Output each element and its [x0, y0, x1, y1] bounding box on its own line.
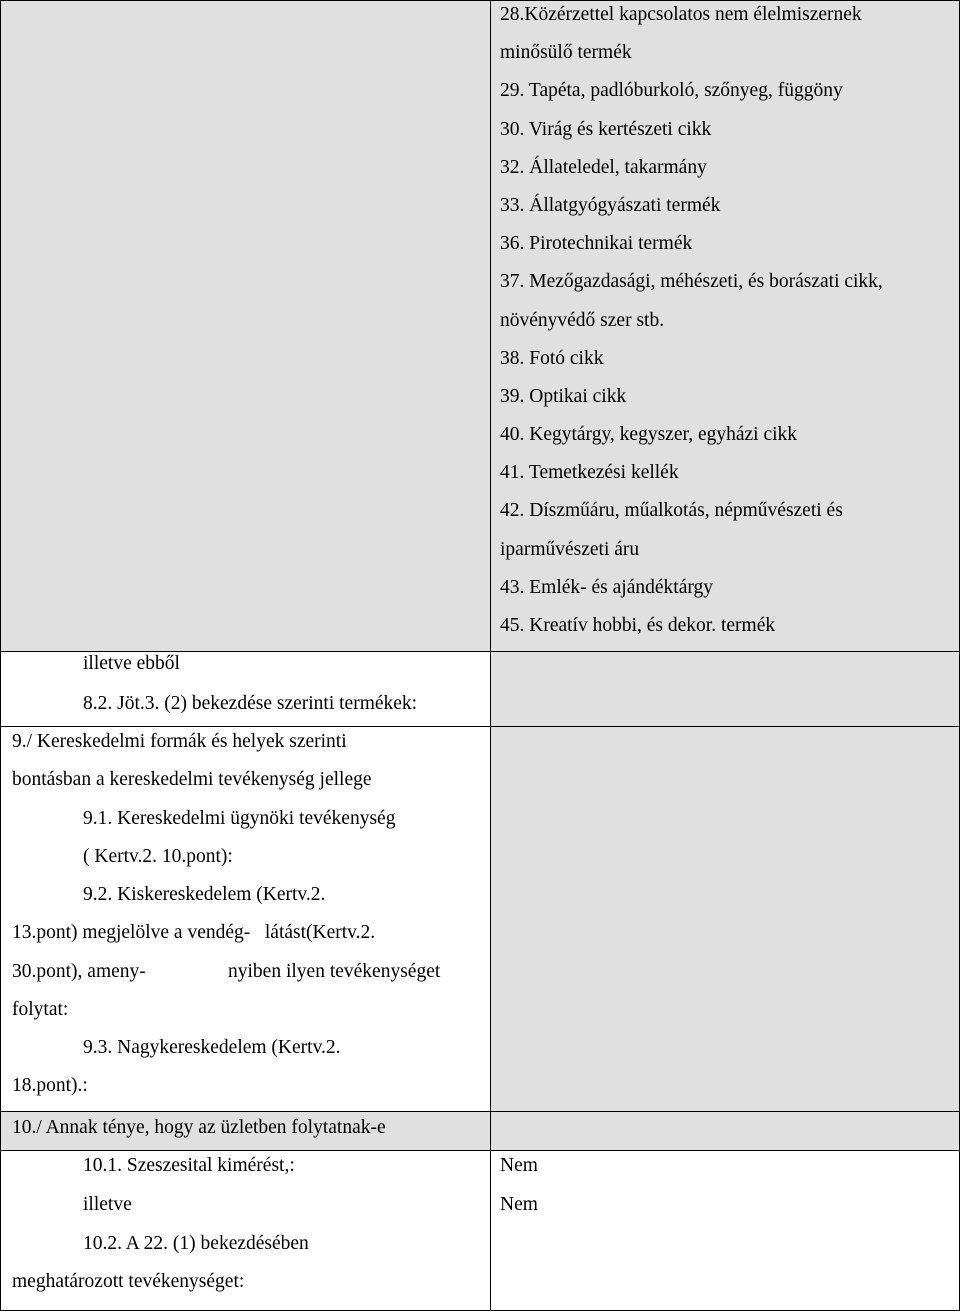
table-column-divider [490, 0, 491, 1311]
list-item: 28.Közérzettel kapcsolatos nem élelmiszernek [500, 4, 862, 25]
section9-item-9-3-ref: 18.pont).: [12, 1075, 88, 1096]
list-item: 29. Tapéta, padlóburkoló, szőnyeg, függöny [500, 80, 843, 101]
list-item: 32. Állateledel, takarmány [500, 157, 707, 178]
section10-item-10-2: 10.2. A 22. (1) bekezdésében [83, 1233, 309, 1254]
list-item: 42. Díszműáru, műalkotás, népművészeti és [500, 500, 843, 521]
list-item: 36. Pirotechnikai termék [500, 233, 693, 254]
section8-illetve: illetve ebből [83, 653, 180, 674]
list-item: 40. Kegytárgy, kegyszer, egyházi cikk [500, 424, 798, 445]
left-top-shading [0, 0, 490, 651]
section9-item-9-2-end: folytat: [12, 999, 69, 1020]
section9-item-9-1: 9.1. Kereskedelmi ügynöki tevékenység [83, 808, 396, 829]
section10-item-10-1-value: Nem [500, 1155, 538, 1176]
section10-illetve-value: Nem [500, 1194, 538, 1215]
section9-heading: 9./ Kereskedelmi formák és helyek szerinti [12, 731, 347, 752]
list-item: 41. Temetkezési kellék [500, 462, 679, 483]
list-item: 43. Emlék- és ajándéktárgy [500, 577, 713, 598]
list-item: 45. Kreatív hobbi, és dekor. termék [500, 615, 776, 636]
section9-item-9-2-cont-a: 30.pont), ameny- [12, 961, 146, 982]
list-item: 38. Fotó cikk [500, 348, 604, 369]
section10-item-10-2-cont: meghatározott tevékenységet: [12, 1271, 245, 1292]
section9-heading-cont: bontásban a kereskedelmi tevékenység jellege [12, 769, 372, 790]
list-item: 33. Állatgyógyászati termék [500, 195, 721, 216]
section8-item-8-2: 8.2. Jöt.3. (2) bekezdése szerinti termékek: [83, 693, 418, 714]
table-left-border [0, 0, 1, 1311]
list-item: 30. Virág és kertészeti cikk [500, 119, 712, 140]
section9-item-9-2: 9.2. Kiskereskedelem (Kertv.2. [83, 884, 326, 905]
list-item: iparművészeti áru [500, 539, 640, 560]
section9-item-9-2-cont: 13.pont) megjelölve a vendég- látást(Kertv.2. [12, 922, 376, 943]
list-item: 37. Mezőgazdasági, méhészeti, és borászati cikk, [500, 271, 883, 292]
section10-illetve: illetve [83, 1194, 132, 1215]
section9-item-9-2-cont-b: nyiben ilyen tevékenységet [228, 961, 441, 982]
section10-item-10-1: 10.1. Szeszesital kimérést,: [83, 1155, 295, 1176]
section9-item-9-3: 9.3. Nagykereskedelem (Kertv.2. [83, 1037, 341, 1058]
list-item: 39. Optikai cikk [500, 386, 627, 407]
list-item: minősülő termék [500, 42, 632, 63]
section9-item-9-1-ref: ( Kertv.2. 10.pont): [83, 846, 233, 867]
section10-heading: 10./ Annak ténye, hogy az üzletben folytatnak-e [12, 1117, 386, 1138]
list-item: növényvédő szer stb. [500, 310, 665, 331]
